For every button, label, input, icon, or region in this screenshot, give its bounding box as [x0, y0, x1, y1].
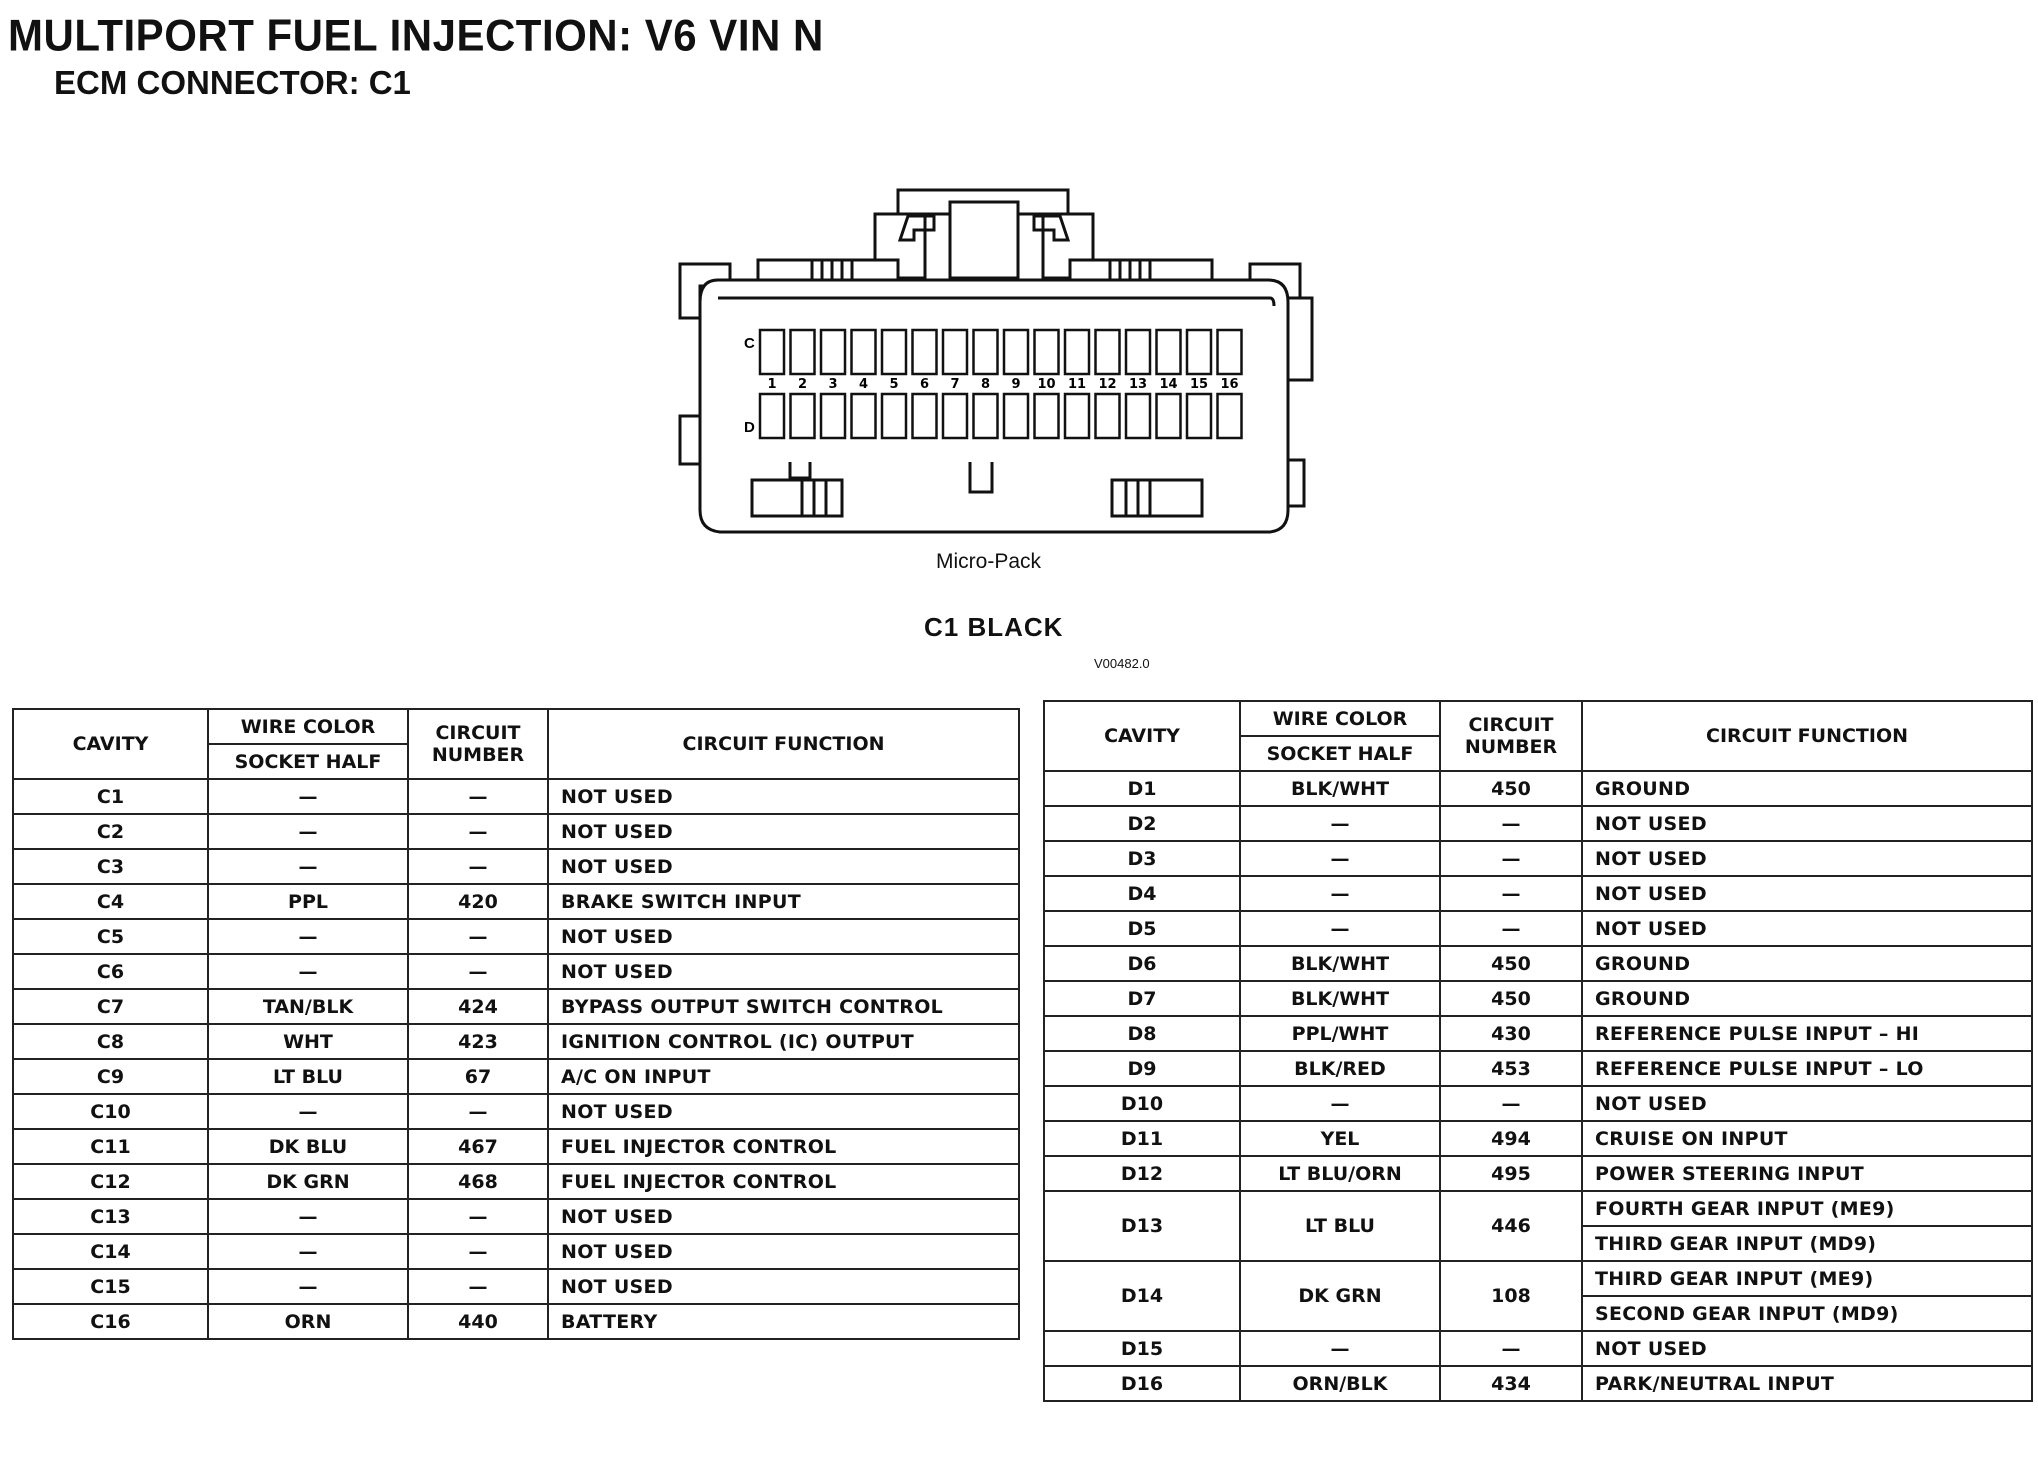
pin-d-2	[791, 394, 815, 438]
circuit-function-cell: FUEL INJECTOR CONTROL	[548, 1164, 1019, 1199]
circuit-function-cell: BYPASS OUTPUT SWITCH CONTROL	[548, 989, 1019, 1024]
pin-d-1	[760, 394, 784, 438]
pin-d-4	[852, 394, 876, 438]
cavity-cell: D2	[1044, 806, 1240, 841]
circuit-function-cell: CRUISE ON INPUT	[1582, 1121, 2032, 1156]
pin-c-9	[1004, 330, 1028, 374]
circuit-function-cell: GROUND	[1582, 946, 2032, 981]
circuit-number-cell: 67	[408, 1059, 548, 1094]
table-row	[13, 954, 1019, 989]
circuit-function-cell: NOT USED	[548, 919, 1019, 954]
wire-color-cell: —	[208, 1234, 408, 1269]
cavity-cell: D4	[1044, 876, 1240, 911]
circuit-function-cell: A/C ON INPUT	[548, 1059, 1019, 1094]
table-row	[13, 1059, 1019, 1094]
pin-c-7	[943, 330, 967, 374]
circuit-number-cell: 420	[408, 884, 548, 919]
header-circuit: CIRCUIT	[1468, 714, 1554, 736]
connector-caption: Micro-Pack	[936, 550, 1042, 573]
circuit-function-cell: POWER STEERING INPUT	[1582, 1156, 2032, 1191]
cavity-cell: C12	[13, 1164, 208, 1199]
header-number: NUMBER	[431, 744, 525, 766]
circuit-number-cell: —	[408, 919, 548, 954]
cavity-cell: C8	[13, 1024, 208, 1059]
circuit-function-cell: NOT USED	[1582, 1331, 2032, 1366]
header-circuit-function: CIRCUIT FUNCTION	[1582, 701, 2032, 771]
pin-d-15	[1187, 394, 1211, 438]
pin-c-16	[1218, 330, 1242, 374]
pin-number: 8	[980, 377, 991, 392]
table-row	[13, 779, 1019, 814]
table-row	[1044, 1261, 2032, 1296]
wire-color-cell: DK GRN	[1240, 1261, 1440, 1331]
circuit-function-cell: REFERENCE PULSE INPUT – HI	[1582, 1016, 2032, 1051]
table-row	[1044, 771, 2032, 806]
circuit-function-cell: NOT USED	[548, 1094, 1019, 1129]
table-row	[1044, 1121, 2032, 1156]
circuit-number-cell: 430	[1440, 1016, 1582, 1051]
cavity-cell: C5	[13, 919, 208, 954]
table-row	[1044, 1086, 2032, 1121]
pin-d-6	[913, 394, 937, 438]
table-row	[13, 1304, 1019, 1339]
cavity-cell: D10	[1044, 1086, 1240, 1121]
cavity-cell: C1	[13, 779, 208, 814]
table-row	[13, 1094, 1019, 1129]
table-row	[13, 849, 1019, 884]
page-subtitle: ECM CONNECTOR: C1	[54, 64, 411, 101]
pin-c-4	[852, 330, 876, 374]
header-circuit-number	[1440, 701, 1582, 771]
header-cavity: CAVITY	[13, 709, 208, 779]
circuit-number-cell: —	[408, 1094, 548, 1129]
pin-c-12	[1096, 330, 1120, 374]
cavity-cell: C14	[13, 1234, 208, 1269]
circuit-function-cell: NOT USED	[548, 954, 1019, 989]
circuit-number-cell: —	[408, 954, 548, 989]
wire-color-cell: DK BLU	[208, 1129, 408, 1164]
circuit-function-cell: IGNITION CONTROL (IC) OUTPUT	[548, 1024, 1019, 1059]
pin-number: 13	[1128, 377, 1148, 392]
pin-number: 2	[797, 377, 808, 392]
table-row	[13, 1164, 1019, 1199]
table-row	[1044, 1016, 2032, 1051]
wire-color-cell: —	[208, 1094, 408, 1129]
row-label-d: D	[744, 419, 755, 436]
cavity-cell: D1	[1044, 771, 1240, 806]
circuit-number-cell: —	[408, 1234, 548, 1269]
pin-c-5	[882, 330, 906, 374]
cavity-cell: D13	[1044, 1191, 1240, 1261]
cavity-cell: D12	[1044, 1156, 1240, 1191]
pin-number: 4	[858, 377, 869, 392]
wire-color-cell: LT BLU/ORN	[1240, 1156, 1440, 1191]
circuit-function-cell: NOT USED	[548, 1199, 1019, 1234]
cavity-cell: C7	[13, 989, 208, 1024]
header-wire-color: WIRE COLOR	[1240, 701, 1440, 736]
wire-color-cell: BLK/WHT	[1240, 946, 1440, 981]
circuit-function-cell: NOT USED	[548, 849, 1019, 884]
table-row	[1044, 911, 2032, 946]
circuit-function-cell: NOT USED	[1582, 806, 2032, 841]
pin-d-9	[1004, 394, 1028, 438]
cavity-cell: C11	[13, 1129, 208, 1164]
pin-c-14	[1157, 330, 1181, 374]
table-row	[13, 1269, 1019, 1304]
wire-color-cell: —	[208, 919, 408, 954]
wire-color-cell: —	[208, 1269, 408, 1304]
circuit-number-cell: 467	[408, 1129, 548, 1164]
circuit-number-cell: 450	[1440, 946, 1582, 981]
table-row	[1044, 1191, 2032, 1226]
circuit-function-cell: REFERENCE PULSE INPUT – LO	[1582, 1051, 2032, 1086]
wire-color-cell: —	[1240, 841, 1440, 876]
cavity-cell: C3	[13, 849, 208, 884]
wire-color-cell: —	[208, 1199, 408, 1234]
wire-color-cell: PPL	[208, 884, 408, 919]
table-row	[13, 814, 1019, 849]
wire-color-cell: BLK/WHT	[1240, 981, 1440, 1016]
table-row	[13, 1199, 1019, 1234]
table-row	[1044, 806, 2032, 841]
wire-color-cell: TAN/BLK	[208, 989, 408, 1024]
circuit-function-cell: PARK/NEUTRAL INPUT	[1582, 1366, 2032, 1401]
cavity-cell: C13	[13, 1199, 208, 1234]
cavity-cell: C9	[13, 1059, 208, 1094]
pin-number: 11	[1067, 377, 1087, 392]
pin-d-14	[1157, 394, 1181, 438]
circuit-number-cell: 446	[1440, 1191, 1582, 1261]
table-row	[13, 884, 1019, 919]
header-number: NUMBER	[1464, 736, 1558, 758]
table-row	[1044, 876, 2032, 911]
wire-color-cell: —	[208, 779, 408, 814]
pin-d-12	[1096, 394, 1120, 438]
circuit-function-cell: BRAKE SWITCH INPUT	[548, 884, 1019, 919]
cavity-cell: C2	[13, 814, 208, 849]
pin-c-15	[1187, 330, 1211, 374]
pin-number: 6	[919, 377, 930, 392]
circuit-number-cell: 423	[408, 1024, 548, 1059]
table-row	[1044, 1331, 2032, 1366]
circuit-function-cell: GROUND	[1582, 771, 2032, 806]
cavity-cell: D11	[1044, 1121, 1240, 1156]
pin-c-3	[821, 330, 845, 374]
cavity-cell: D5	[1044, 911, 1240, 946]
pin-number: 7	[950, 377, 960, 392]
cavity-cell: D9	[1044, 1051, 1240, 1086]
header-socket-half: SOCKET HALF	[208, 744, 408, 779]
page-title: MULTIPORT FUEL INJECTION: V6 VIN N	[8, 10, 824, 61]
circuit-number-cell: —	[1440, 911, 1582, 946]
circuit-function-cell: NOT USED	[548, 1234, 1019, 1269]
table-row	[13, 1234, 1019, 1269]
circuit-number-cell: —	[1440, 1086, 1582, 1121]
cavity-cell: C16	[13, 1304, 208, 1339]
wire-color-cell: LT BLU	[208, 1059, 408, 1094]
table-row	[13, 919, 1019, 954]
circuit-number-cell: —	[1440, 841, 1582, 876]
circuit-number-cell: —	[408, 849, 548, 884]
wire-color-cell: —	[1240, 911, 1440, 946]
pin-c-1	[760, 330, 784, 374]
pin-number: 15	[1189, 377, 1209, 392]
pin-number: 16	[1220, 377, 1239, 392]
cavity-cell: D15	[1044, 1331, 1240, 1366]
pin-d-3	[821, 394, 845, 438]
header-circuit: CIRCUIT	[435, 722, 521, 744]
table-row	[1044, 841, 2032, 876]
circuit-number-cell: 440	[408, 1304, 548, 1339]
table-row	[13, 989, 1019, 1024]
circuit-number-cell: 453	[1440, 1051, 1582, 1086]
circuit-number-cell: —	[1440, 806, 1582, 841]
pin-d-11	[1065, 394, 1089, 438]
circuit-function-cell: FOURTH GEAR INPUT (ME9)	[1582, 1191, 2032, 1226]
table-row	[1044, 1156, 2032, 1191]
wire-color-cell: DK GRN	[208, 1164, 408, 1199]
circuit-function-cell: NOT USED	[1582, 876, 2032, 911]
wire-color-cell: WHT	[208, 1024, 408, 1059]
circuit-number-cell: —	[408, 1199, 548, 1234]
circuit-number-cell: —	[408, 779, 548, 814]
cavity-cell: D7	[1044, 981, 1240, 1016]
cavity-cell: C15	[13, 1269, 208, 1304]
cavity-cell: D14	[1044, 1261, 1240, 1331]
circuit-function-cell: NOT USED	[548, 814, 1019, 849]
table-row	[1044, 1366, 2032, 1401]
circuit-function-cell: NOT USED	[548, 779, 1019, 814]
cavity-cell: D6	[1044, 946, 1240, 981]
reference-code: V00482.0	[1094, 656, 1150, 671]
pin-d-8	[974, 394, 998, 438]
wire-color-cell: —	[1240, 1331, 1440, 1366]
circuit-function-cell: NOT USED	[1582, 911, 2032, 946]
pin-c-2	[791, 330, 815, 374]
pin-number: 9	[1011, 377, 1021, 392]
connector-diagram	[660, 180, 1320, 540]
connector-label: C1 BLACK	[924, 612, 1064, 642]
d-cavity-table	[1043, 700, 2033, 1402]
pin-number: 5	[889, 377, 899, 392]
circuit-function-cell: FUEL INJECTOR CONTROL	[548, 1129, 1019, 1164]
circuit-number-cell: 450	[1440, 771, 1582, 806]
pin-number: 14	[1159, 377, 1178, 392]
table-row	[1044, 1051, 2032, 1086]
cavity-cell: C10	[13, 1094, 208, 1129]
header-circuit-function: CIRCUIT FUNCTION	[548, 709, 1019, 779]
circuit-function-cell: THIRD GEAR INPUT (MD9)	[1582, 1226, 2032, 1261]
circuit-number-cell: 434	[1440, 1366, 1582, 1401]
circuit-function-cell: BATTERY	[548, 1304, 1019, 1339]
circuit-number-cell: —	[408, 1269, 548, 1304]
cavity-cell: C6	[13, 954, 208, 989]
pin-number: 1	[767, 377, 777, 392]
circuit-function-cell: GROUND	[1582, 981, 2032, 1016]
wire-color-cell: —	[1240, 1086, 1440, 1121]
pin-c-11	[1065, 330, 1089, 374]
circuit-number-cell: —	[1440, 1331, 1582, 1366]
header-wire-color: WIRE COLOR	[208, 709, 408, 744]
wire-color-cell: —	[1240, 806, 1440, 841]
cavity-cell: D8	[1044, 1016, 1240, 1051]
circuit-number-cell: —	[1440, 876, 1582, 911]
wire-color-cell: PPL/WHT	[1240, 1016, 1440, 1051]
wire-color-cell: LT BLU	[1240, 1191, 1440, 1261]
table-row	[13, 1129, 1019, 1164]
pin-d-10	[1035, 394, 1059, 438]
table-row	[13, 1024, 1019, 1059]
cavity-cell: D3	[1044, 841, 1240, 876]
header-socket-half: SOCKET HALF	[1240, 736, 1440, 771]
wire-color-cell: BLK/RED	[1240, 1051, 1440, 1086]
pin-number: 3	[828, 377, 838, 392]
circuit-number-cell: 468	[408, 1164, 548, 1199]
pin-d-13	[1126, 394, 1150, 438]
wire-color-cell: —	[1240, 876, 1440, 911]
wire-color-cell: ORN	[208, 1304, 408, 1339]
wire-color-cell: YEL	[1240, 1121, 1440, 1156]
circuit-number-cell: 495	[1440, 1156, 1582, 1191]
pin-d-7	[943, 394, 967, 438]
cavity-cell: C4	[13, 884, 208, 919]
row-label-c: C	[744, 335, 755, 352]
wire-color-cell: BLK/WHT	[1240, 771, 1440, 806]
wire-color-cell: —	[208, 849, 408, 884]
circuit-function-cell: NOT USED	[1582, 841, 2032, 876]
circuit-number-cell: —	[408, 814, 548, 849]
pin-number: 10	[1037, 377, 1056, 392]
header-cavity: CAVITY	[1044, 701, 1240, 771]
pin-c-6	[913, 330, 937, 374]
pin-d-16	[1218, 394, 1242, 438]
pin-c-13	[1126, 330, 1150, 374]
circuit-number-cell: 424	[408, 989, 548, 1024]
header-circuit-number	[408, 709, 548, 779]
pin-c-10	[1035, 330, 1059, 374]
c-cavity-table	[12, 708, 1020, 1340]
circuit-function-cell: THIRD GEAR INPUT (ME9)	[1582, 1261, 2032, 1296]
circuit-function-cell: NOT USED	[1582, 1086, 2032, 1121]
wire-color-cell: ORN/BLK	[1240, 1366, 1440, 1401]
table-row	[1044, 981, 2032, 1016]
wire-color-cell: —	[208, 954, 408, 989]
circuit-function-cell: NOT USED	[548, 1269, 1019, 1304]
wire-color-cell: —	[208, 814, 408, 849]
circuit-number-cell: 108	[1440, 1261, 1582, 1331]
circuit-number-cell: 494	[1440, 1121, 1582, 1156]
pin-c-8	[974, 330, 998, 374]
pin-number: 12	[1098, 377, 1117, 392]
table-row	[1044, 946, 2032, 981]
cavity-cell: D16	[1044, 1366, 1240, 1401]
circuit-number-cell: 450	[1440, 981, 1582, 1016]
pin-d-5	[882, 394, 906, 438]
circuit-function-cell: SECOND GEAR INPUT (MD9)	[1582, 1296, 2032, 1331]
